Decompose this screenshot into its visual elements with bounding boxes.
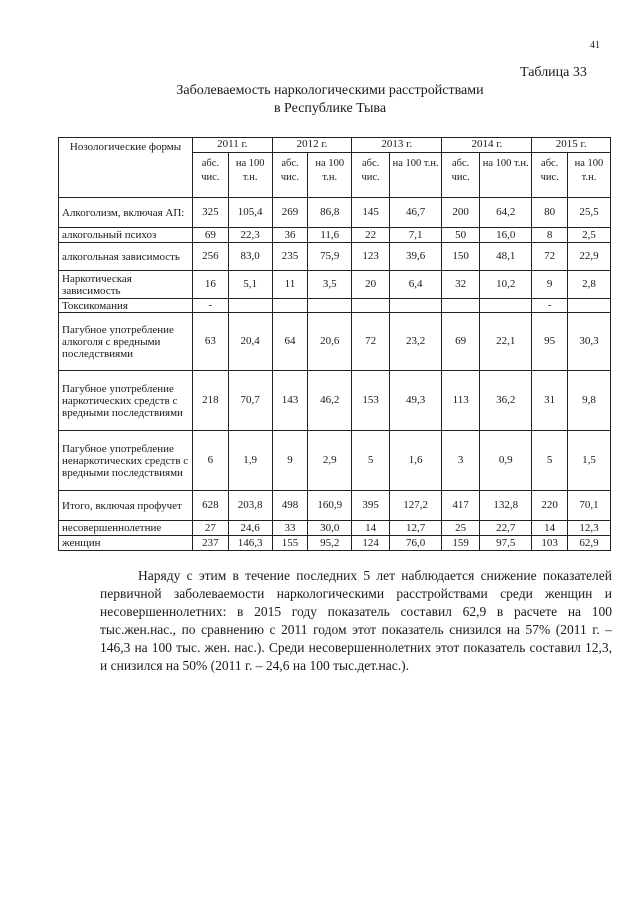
table-cell: 30,0: [308, 521, 352, 536]
table-row: [59, 243, 611, 271]
table-cell: 22,3: [228, 228, 272, 243]
row-label: Пагубное употребление ненаркотических средств с вредными последствиями: [59, 431, 193, 491]
table-cell: [567, 299, 610, 313]
table-cell: 237: [193, 536, 229, 551]
table-title-line-2: в Республике Тыва: [273, 101, 387, 116]
table-cell: 22,9: [567, 243, 610, 271]
body-paragraph: Наряду с этим в течение последних 5 лет наблюдается снижение показателей первичной заболеваемости наркологическими расстройствами среди женщин и несовершеннолетних: в 2015 году показатель составил 62,9 в расчете на 100 тыс.жен.нас., по сравнению с 2011 годом этот показатель снизился на 57% (2011 г. – 146,3 на 100 тыс. жен. нас.). Среди несовершеннолетних этот показатель составил 12,3, и снизился на 50% (2011 г. – 24,6 на 100 тыс.дет.нас.).: [100, 568, 612, 673]
table-cell: 50: [442, 228, 480, 243]
table-cell: 62,9: [567, 536, 610, 551]
table-cell: 83,0: [228, 243, 272, 271]
table-title: [150, 82, 510, 118]
row-label: алкогольная зависимость: [59, 243, 193, 271]
table-cell: 235: [272, 243, 308, 271]
table-cell: 95,2: [308, 536, 352, 551]
table-cell: 5: [352, 431, 390, 491]
table-cell: 11: [272, 271, 308, 299]
table-cell: 325: [193, 198, 229, 228]
table-cell: 86,8: [308, 198, 352, 228]
table-cell: 22: [352, 228, 390, 243]
table-cell: 20: [352, 271, 390, 299]
table-cell: -: [532, 299, 568, 313]
table-row: [59, 313, 611, 371]
subheader-abs-count: абс. чис.: [442, 153, 480, 198]
table-cell: 9: [532, 271, 568, 299]
table-cell: 64: [272, 313, 308, 371]
table-cell: 69: [442, 313, 480, 371]
table-cell: 127,2: [389, 491, 441, 521]
table-cell: 11,6: [308, 228, 352, 243]
row-label: Пагубное употребление алкоголя с вредными последствиями: [59, 313, 193, 371]
table-cell: 20,4: [228, 313, 272, 371]
table-cell: 63: [193, 313, 229, 371]
table-cell: 23,2: [389, 313, 441, 371]
table-cell: [480, 299, 532, 313]
table-cell: 269: [272, 198, 308, 228]
subheader-abs-count: абс. чис.: [193, 153, 229, 198]
table-cell: 14: [352, 521, 390, 536]
row-label: Пагубное употребление наркотических средств с вредными последствиями: [59, 371, 193, 431]
table-cell: 24,6: [228, 521, 272, 536]
table-cell: 220: [532, 491, 568, 521]
table-cell: 395: [352, 491, 390, 521]
table-cell: 39,6: [389, 243, 441, 271]
table-cell: [228, 299, 272, 313]
table-cell: 10,2: [480, 271, 532, 299]
table-cell: 72: [532, 243, 568, 271]
table-cell: 1,5: [567, 431, 610, 491]
table-cell: 5,1: [228, 271, 272, 299]
table-cell: 124: [352, 536, 390, 551]
table-cell: 46,7: [389, 198, 441, 228]
table-cell: 200: [442, 198, 480, 228]
subheader-per-100k: на 100 т.н.: [228, 153, 272, 198]
subheader-per-100k: на 100 т.н.: [308, 153, 352, 198]
table-cell: 16: [193, 271, 229, 299]
subheader-per-100k: на 100 т.н.: [567, 153, 610, 198]
table-cell: 31: [532, 371, 568, 431]
table-row: [59, 521, 611, 536]
table-cell: 30,3: [567, 313, 610, 371]
table-cell: 36,2: [480, 371, 532, 431]
table-cell: 48,1: [480, 243, 532, 271]
table-cell: 69: [193, 228, 229, 243]
table-cell: 97,5: [480, 536, 532, 551]
table-cell: 218: [193, 371, 229, 431]
table-cell: 153: [352, 371, 390, 431]
subheader-per-100k: на 100 т.н.: [389, 153, 441, 198]
page-number: 41: [590, 40, 600, 51]
table-cell: 498: [272, 491, 308, 521]
table-cell: 27: [193, 521, 229, 536]
table-cell: 16,0: [480, 228, 532, 243]
row-label: Алкоголизм, включая АП:: [59, 198, 193, 228]
row-label: алкогольный психоз: [59, 228, 193, 243]
table-cell: -: [193, 299, 229, 313]
table-cell: 72: [352, 313, 390, 371]
table-cell: 32: [442, 271, 480, 299]
table-cell: 143: [272, 371, 308, 431]
table-cell: 22,7: [480, 521, 532, 536]
table-cell: 75,9: [308, 243, 352, 271]
table-cell: 6,4: [389, 271, 441, 299]
table-cell: 2,5: [567, 228, 610, 243]
table-cell: 145: [352, 198, 390, 228]
table-cell: 33: [272, 521, 308, 536]
table-cell: 150: [442, 243, 480, 271]
table-cell: 80: [532, 198, 568, 228]
table-cell: 5: [532, 431, 568, 491]
table-row: [59, 271, 611, 299]
table-row: [59, 431, 611, 491]
table-cell: 123: [352, 243, 390, 271]
table-cell: 8: [532, 228, 568, 243]
table-cell: 9: [272, 431, 308, 491]
header-year-2014: 2014 г.: [442, 138, 532, 153]
table-cell: 155: [272, 536, 308, 551]
morbidity-table: [58, 137, 611, 551]
header-year-2013: 2013 г.: [352, 138, 442, 153]
table-cell: 14: [532, 521, 568, 536]
table-row: [59, 198, 611, 228]
table-cell: [389, 299, 441, 313]
subheader-abs-count: абс. чис.: [272, 153, 308, 198]
subheader-abs-count: абс. чис.: [352, 153, 390, 198]
table-cell: 159: [442, 536, 480, 551]
table-cell: 7,1: [389, 228, 441, 243]
table-cell: [308, 299, 352, 313]
table-cell: 0,9: [480, 431, 532, 491]
table-cell: 2,9: [308, 431, 352, 491]
table-row: [59, 536, 611, 551]
table-cell: 113: [442, 371, 480, 431]
table-row: [59, 228, 611, 243]
table-cell: 46,2: [308, 371, 352, 431]
table-cell: 3: [442, 431, 480, 491]
table-cell: 132,8: [480, 491, 532, 521]
table-cell: 12,7: [389, 521, 441, 536]
table-cell: 256: [193, 243, 229, 271]
table-row: [59, 299, 611, 313]
row-label: Наркотическая зависимость: [59, 271, 193, 299]
table-cell: 64,2: [480, 198, 532, 228]
table-cell: 76,0: [389, 536, 441, 551]
table-cell: 70,1: [567, 491, 610, 521]
header-year-2015: 2015 г.: [532, 138, 611, 153]
table-cell: 105,4: [228, 198, 272, 228]
row-label: несовершеннолетние: [59, 521, 193, 536]
table-title-line-1: Заболеваемость наркологическими расстройствами: [176, 83, 484, 98]
table-cell: 6: [193, 431, 229, 491]
table-cell: 25,5: [567, 198, 610, 228]
table-cell: 103: [532, 536, 568, 551]
subheader-per-100k: на 100 т.н.: [480, 153, 532, 198]
table-cell: 417: [442, 491, 480, 521]
table-cell: 22,1: [480, 313, 532, 371]
table-cell: [442, 299, 480, 313]
header-year-2012: 2012 г.: [272, 138, 352, 153]
table-cell: [272, 299, 308, 313]
table-row: [59, 491, 611, 521]
table-row: [59, 371, 611, 431]
table-cell: 49,3: [389, 371, 441, 431]
header-year-2011: 2011 г.: [193, 138, 273, 153]
table-cell: 1,9: [228, 431, 272, 491]
table-cell: 3,5: [308, 271, 352, 299]
table-cell: 628: [193, 491, 229, 521]
table-cell: 160,9: [308, 491, 352, 521]
header-nosological-forms: Нозологические формы: [59, 138, 193, 198]
table-cell: 1,6: [389, 431, 441, 491]
table-cell: 203,8: [228, 491, 272, 521]
subheader-abs-count: абс. чис.: [532, 153, 568, 198]
table-cell: 12,3: [567, 521, 610, 536]
table-cell: 20,6: [308, 313, 352, 371]
table-cell: [352, 299, 390, 313]
table-cell: 95: [532, 313, 568, 371]
row-label: женщин: [59, 536, 193, 551]
table-cell: 2,8: [567, 271, 610, 299]
table-cell: 36: [272, 228, 308, 243]
table-cell: 9,8: [567, 371, 610, 431]
row-label: Токсикомания: [59, 299, 193, 313]
table-cell: 70,7: [228, 371, 272, 431]
table-cell: 25: [442, 521, 480, 536]
table-cell: 146,3: [228, 536, 272, 551]
row-label: Итого, включая профучет: [59, 491, 193, 521]
table-label: Таблица 33: [520, 65, 587, 80]
